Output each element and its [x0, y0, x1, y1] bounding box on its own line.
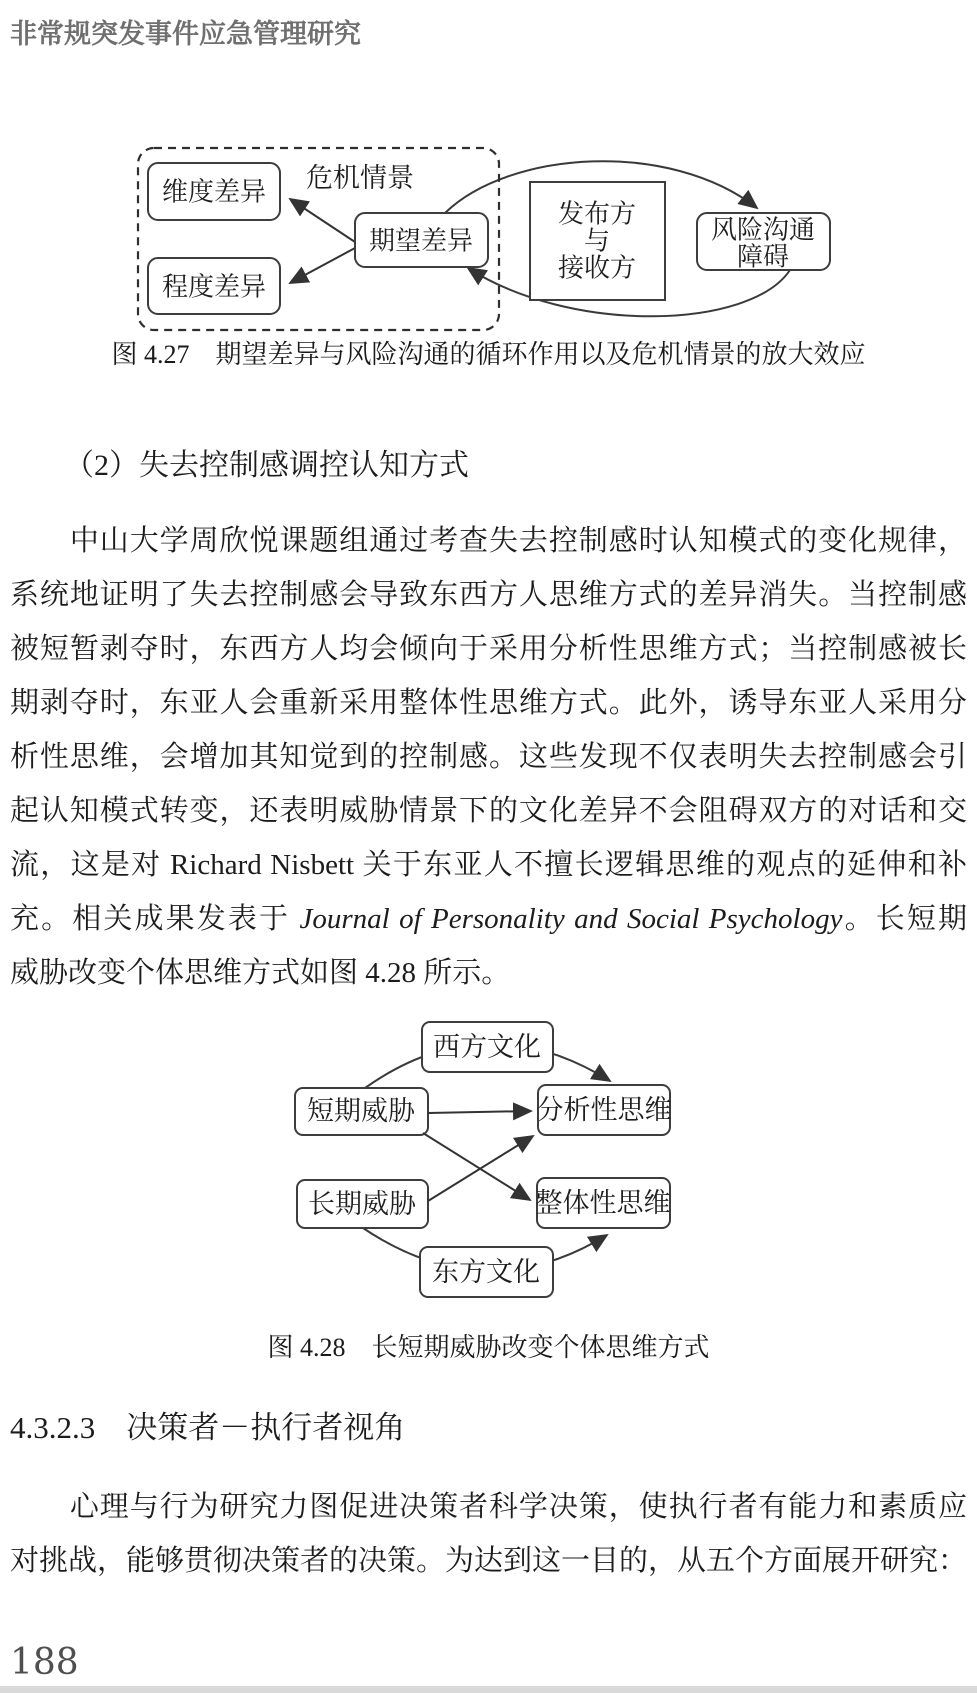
page-header-title: 非常规突发事件应急管理研究 [10, 19, 361, 49]
east-culture-label: 东方文化 [432, 1257, 540, 1287]
risk-communication-label-line2: 障碍 [736, 242, 790, 272]
paragraph-line: 被短暂剥夺时，东西方人均会倾向于采用分析性思维方式；当控制感被长 [10, 633, 967, 665]
and-label: 与 [583, 226, 611, 256]
paragraph-line: 起认知模式转变，还表明威胁情景下的文化差异不会阻碍双方的对话和交 [10, 795, 967, 827]
risk-communication-label-line1: 风险沟通 [710, 215, 816, 245]
page-number: 188 [10, 1642, 79, 1683]
figure-428-caption: 图 4.28 长短期威胁改变个体思维方式 [267, 1333, 710, 1362]
west-culture-label: 西方文化 [433, 1032, 541, 1062]
arrow-short-to-analytic [428, 1111, 531, 1113]
receiver-label: 接收方 [557, 253, 637, 283]
figure-428-diagram [280, 1005, 690, 1305]
paragraph-text: 充。相关成果发表于 [10, 903, 300, 935]
paragraph-line: 析性思维，会增加其知觉到的控制感。这些发现不仅表明失去控制感会引 [10, 741, 967, 773]
dimension-diff-label: 维度差异 [161, 177, 267, 207]
paragraph-text: 。长短期 [842, 903, 967, 935]
paragraph-line: 期剥夺时，东亚人会重新采用整体性思维方式。此外，诱导东亚人采用分 [10, 687, 967, 719]
analytic-thinking-label: 分析性思维 [536, 1095, 672, 1125]
degree-diff-label: 程度差异 [161, 272, 267, 302]
paragraph-line: 系统地证明了失去控制感会导致东西方人思维方式的差异消失。当控制感 [10, 579, 967, 611]
holistic-thinking-label: 整体性思维 [535, 1188, 671, 1218]
subsection-heading-loss-of-control: （2）失去控制感调控认知方式 [64, 449, 469, 482]
sender-label: 发布方 [557, 199, 637, 229]
paragraph-line: 对挑战，能够贯彻决策者的决策。为达到这一目的，从五个方面展开研究： [10, 1545, 968, 1577]
arrow-to-dimension [290, 199, 355, 242]
short-threat-label: 短期威胁 [307, 1096, 415, 1126]
figure-427-diagram [110, 138, 850, 338]
paragraph-line: 流，这是对 Richard Nisbett 关于东亚人不擅长逻辑思维的观点的延伸和补 [10, 849, 967, 881]
page-bottom-edge [0, 1686, 977, 1693]
arrow-short-to-holistic [423, 1133, 530, 1200]
journal-title-italic: Journal of Personality and Social Psychology [299, 903, 843, 935]
crisis-context-label: 危机情景 [306, 163, 414, 193]
expectation-diff-label: 期望差异 [368, 226, 474, 256]
arrow-to-degree [290, 248, 355, 283]
paragraph-decision-maker [10, 1480, 967, 1588]
long-threat-label: 长期威胁 [308, 1189, 416, 1219]
paragraph-line-with-journal [10, 892, 967, 946]
section-heading-decision-maker: 4.3.2.3 决策者－执行者视角 [10, 1410, 406, 1445]
paragraph-line: 威胁改变个体思维方式如图 4.28 所示。 [10, 957, 511, 989]
figure-427-caption: 图 4.27 期望差异与风险沟通的循环作用以及危机情景的放大效应 [111, 340, 866, 369]
paragraph-line: 心理与行为研究力图促进决策者科学决策，使执行者有能力和素质应 [10, 1491, 967, 1523]
paragraph-loss-of-control [10, 514, 967, 1000]
paragraph-line: 中山大学周欣悦课题组通过考查失去控制感时认知模式的变化规律， [10, 525, 967, 557]
